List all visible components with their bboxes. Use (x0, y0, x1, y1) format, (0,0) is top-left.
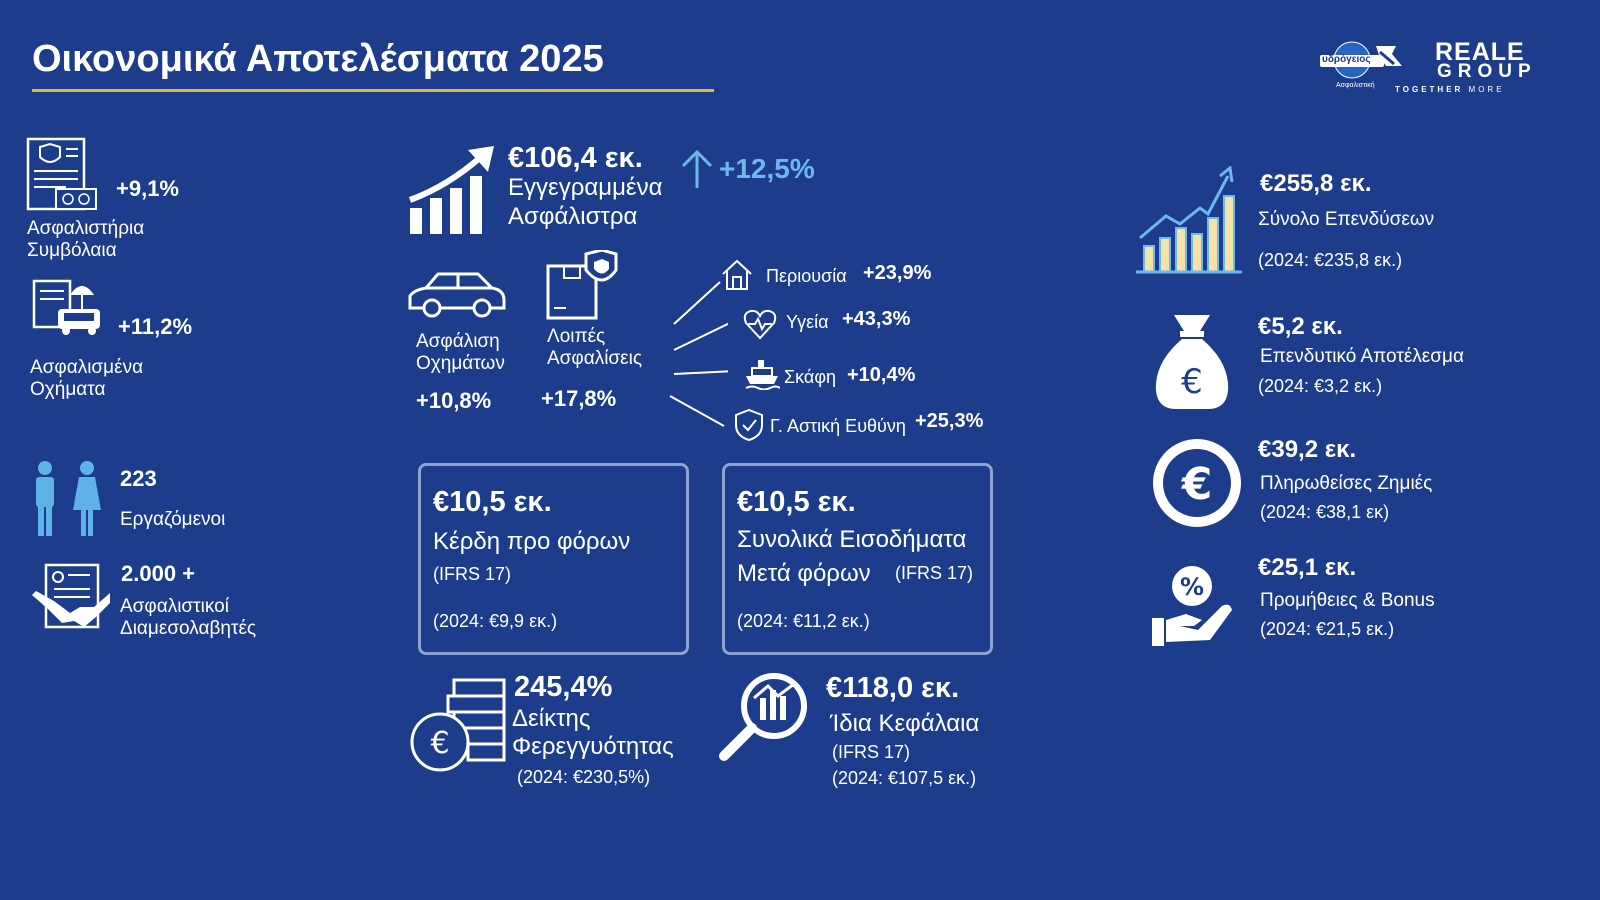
employees-value: 223 (120, 466, 157, 491)
logo-tagline (1395, 85, 1505, 94)
premiums-value: €106,4 εκ. (508, 142, 643, 174)
ship-icon (744, 358, 780, 390)
vehicles-value: +11,2% (118, 314, 193, 339)
branch-connectors (668, 278, 728, 430)
hand-percent-icon (1150, 562, 1240, 650)
coins-euro-icon (410, 676, 510, 772)
premiums-label-line2: Ασφάλιστρα (508, 203, 638, 230)
svg-text:%: % (1179, 573, 1205, 601)
investment-result-label: Επενδυτικό Αποτέλεσμα (1260, 346, 1464, 367)
growth-chart-icon (408, 146, 496, 236)
svg-text:€: € (1181, 459, 1213, 510)
income-label-line2: Μετά φόρων (737, 560, 871, 587)
solvency-previous: (2024: €230,5%) (517, 767, 651, 787)
solvency-value: 245,4% (514, 671, 613, 703)
income-label-line1: Συνολικά Εισοδήματα (737, 526, 967, 553)
logo-tagline-a: TOGETHER (1395, 85, 1464, 94)
contracts-label: Ασφαλιστήρια Συμβόλαια (27, 218, 145, 261)
logo-tagline-b: MORE (1468, 85, 1505, 94)
profit-previous: (2024: €9,9 εκ.) (433, 611, 558, 631)
income-previous: (2024: €11,2 εκ.) (737, 611, 870, 631)
branch-property-value: +23,9% (863, 262, 932, 284)
claims-previous: (2024: €38,1 εκ) (1260, 502, 1390, 522)
employees-label: Εργαζόμενοι (120, 509, 226, 530)
commissions-value: €25,1 εκ. (1258, 554, 1357, 581)
profit-label: Κέρδη προ φόρων (433, 528, 631, 555)
contracts-value: +9,1% (116, 176, 179, 201)
money-bag-icon (1150, 313, 1234, 413)
logo-left-subtext: Ασφαλιστική (1336, 82, 1375, 89)
premiums-label-line1: Εγγεγραμμένα (508, 174, 663, 201)
branch-health-label: Υγεία (786, 312, 829, 332)
euro-coin-icon (1150, 436, 1244, 530)
claims-label: Πληρωθείσες Ζημιές (1260, 473, 1433, 494)
svg-text:€: € (430, 726, 450, 761)
vehicles-label: Ασφαλισμένα Οχήματα (30, 357, 144, 400)
brokers-label: Ασφαλιστικοί Διαμεσολαβητές (120, 596, 257, 639)
comprehensive-income-card (722, 463, 993, 655)
logo-left-text: υδρόγειος (1322, 54, 1371, 65)
branch-liability-label: Γ. Αστική Ευθύνη (770, 416, 906, 436)
heart-icon (743, 308, 777, 340)
claims-value: €39,2 εκ. (1258, 436, 1357, 463)
page-title: Οικονομικά Αποτελέσματα 2025 (32, 38, 604, 80)
contract-icon (26, 137, 98, 213)
branch-ships-label: Σκάφη (784, 367, 836, 387)
magnifier-chart-icon (718, 668, 814, 764)
title-underline (32, 89, 714, 92)
investment-result-previous: (2024: €3,2 εκ.) (1258, 376, 1383, 396)
investments-label: Σύνολο Επενδύσεων (1258, 209, 1435, 230)
equity-label: Ίδια Κεφάλαια (830, 710, 980, 737)
branch-liability-value: +25,3% (915, 410, 984, 432)
investments-chart-icon (1136, 166, 1244, 276)
solvency-label-line1: Δείκτης (512, 705, 591, 732)
handshake-contract-icon (32, 563, 112, 643)
logo-reale: REALE (1435, 38, 1525, 66)
profit-before-tax-card (418, 463, 689, 655)
shield-check-icon (734, 408, 764, 442)
branch-property-label: Περιουσία (766, 266, 847, 286)
commissions-previous: (2024: €21,5 εκ.) (1260, 619, 1395, 639)
motor-label: Ασφάλιση Οχημάτων (416, 331, 505, 374)
branch-ships-value: +10,4% (847, 364, 916, 386)
profit-note: (IFRS 17) (433, 564, 512, 584)
equity-value: €118,0 εκ. (826, 672, 960, 704)
other-value: +17,8% (541, 386, 617, 411)
insured-vehicle-icon (30, 273, 104, 339)
investment-result-value: €5,2 εκ. (1258, 313, 1343, 340)
brokers-value: 2.000 + (121, 561, 196, 586)
car-icon (404, 270, 508, 320)
logo-group: GROUP (1437, 61, 1537, 82)
up-arrow-icon (680, 148, 714, 190)
house-icon (720, 258, 754, 292)
equity-previous: (2024: €107,5 εκ.) (832, 768, 977, 788)
commissions-label: Προμήθειες & Bonus (1260, 590, 1435, 611)
profit-value: €10,5 εκ. (433, 486, 552, 518)
equity-note: (IFRS 17) (832, 742, 911, 762)
income-value: €10,5 εκ. (737, 486, 856, 518)
premiums-growth: +12,5% (719, 153, 815, 184)
income-note: (IFRS 17) (895, 563, 974, 583)
svg-text:€: € (1181, 362, 1203, 402)
employees-icon (31, 460, 107, 538)
motor-value: +10,8% (416, 388, 492, 413)
solvency-label-line2: Φερεγγυότητας (512, 733, 674, 760)
investments-previous: (2024: €235,8 εκ.) (1258, 250, 1403, 270)
other-label: Λοιπές Ασφαλίσεις (547, 326, 642, 369)
investments-value: €255,8 εκ. (1260, 170, 1372, 197)
branch-health-value: +43,3% (842, 308, 911, 330)
package-shield-icon (546, 250, 620, 322)
